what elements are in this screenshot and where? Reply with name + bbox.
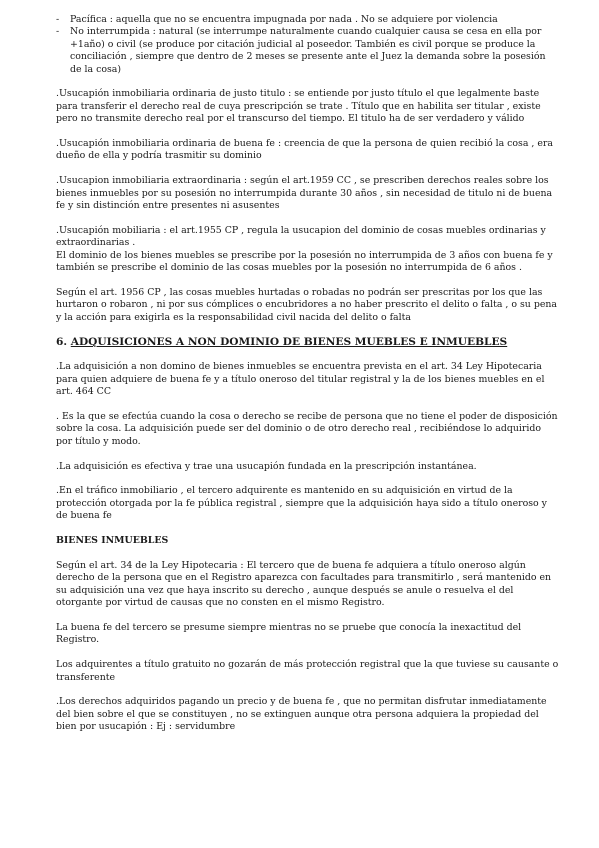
subheading-bienes-inmuebles: BIENES INMUEBLES [56, 535, 169, 547]
paragraph-extraordinaria: .Usucapion inmobiliaria extraordinaria : según el art.1959 CC , se prescriben derechos reales sobre los bienes inmuebles por su posesión no interrumpida durante 30 años , sin necesidad de titulo ni de buena fe y sin distinción entre presentes ni asusentes [56, 175, 553, 212]
paragraph-non-domino: .La adquisición a non domino de bienes inmuebles se encuentra prevista en el art. 34 Ley Hipotecaria para quien adquiere de buena fe y a título oneroso del titular registral y la de los bienes muebles en el art. 464 CC [56, 361, 545, 398]
list-item [56, 14, 559, 26]
paragraph-art-34: Según el art. 34 de la Ley Hipotecaria : El tercero que de buena fe adquiera a título oneroso algún derecho de la persona que en el Registro aparezca con facultades para transmitirlo , será mantenido en su adquisición una vez que haya inscrito su derecho , aunque después se anule o resuelva el del otorgante por virtud de causas que no consten en el mismo Registro. [56, 559, 552, 609]
paragraph-dominio-muebles: El dominio de los bienes muebles se prescribe por la posesión no interrumpida de 3 años con buena fe y también se prescribe el dominio de las cosas muebles por la posesión no interrumpida de 6 años . [56, 249, 553, 274]
paragraph-trafico-inmobiliario: .En el tráfico inmobiliario , el tercero adquirente es mantenido en su adquisición en virtud de la protección otorgada por la fe pública registral , siempre que la adquisición haya sido a título oneroso y de buena fe [56, 485, 547, 522]
bullet-list [56, 14, 559, 76]
paragraph-buena-fe: .Usucapión inmobiliaria ordinaria de buena fe : creencia de que la persona de quien recibió la cosa , era dueño de ella y podría trasmitir su dominio [56, 138, 553, 162]
bullet-text: No interrumpida : natural (se interrumpe naturalmente cuando cualquier causa se cesa en ella por +1año) o civil (se produce por citación judicial al poseedor. También es civil porque se produce la conciliación , siempre que dentro de 2 meses se presente ante el Juez la demanda sobre la posesión de la cosa) [70, 26, 546, 75]
section-heading [56, 336, 559, 349]
paragraph-art-1956: Según el art. 1956 CP , las cosas muebles hurtadas o robadas no podrán ser prescritas por los que las hurtaron o robaron , ni por sus cómplices o encubridores a no haber prescrito el delito o falta , o su pena y la acción para exigirla es la responsabilidad civil nacida del delito o falta [56, 286, 557, 323]
paragraph-mobiliaria: .Usucapión mobiliaria : el art.1955 CP , regula la usucapion del dominio de cosas muebles ordinarias y extraordinarias . [56, 224, 546, 249]
paragraph-definicion: . Es la que se efectúa cuando la cosa o derecho se recibe de persona que no tiene el poder de disposición sobre la cosa. La adquisición puede ser del dominio o de otro derecho real , recibiéndose lo adquirido por título y modo. [56, 411, 558, 447]
paragraph-efectiva: .La adquisición es efectiva y trae una usucapión fundada en la prescripción instantánea. [56, 460, 477, 472]
section-number: 6. [56, 336, 68, 349]
bullet-dash: - [56, 14, 60, 25]
list-item [56, 26, 559, 76]
section-title: ADQUISICIONES A NON DOMINIO DE BIENES MUEBLES E INMUEBLES [70, 336, 508, 349]
bullet-dash: - [56, 26, 60, 38]
paragraph-justo-titulo: .Usucapión inmobiliaria ordinaria de justo titulo : se entiende por justo título el que legalmente baste para transferir el derecho real de cuya prescripción se trate . Título que en habilita ser titular , existe pero no transmite derecho real por el transcurso del tiempo. El titulo ha de ser verdadero y válido [56, 88, 541, 125]
paragraph-titulo-gratuito: Los adquirentes a título gratuito no gozarán de más protección registral que la que tuviese su causante o transferente [56, 659, 559, 683]
paragraph-derechos-adquiridos: .Los derechos adquiridos pagando un precio y de buena fe , que no permitan disfrutar inmediatamente del bien sobre el que se constituyen , no se extinguen aunque otra persona adquiera la propiedad del bien por usucapión : Ej : servidumbre [56, 696, 547, 733]
paragraph-buena-fe-presume: La buena fe del tercero se presume siempre mientras no se pruebe que conocía la inexactitud del Registro. [56, 621, 522, 646]
bullet-text: Pacífica : aquella que no se encuentra impugnada por nada . No se adquiere por violencia [70, 14, 498, 25]
